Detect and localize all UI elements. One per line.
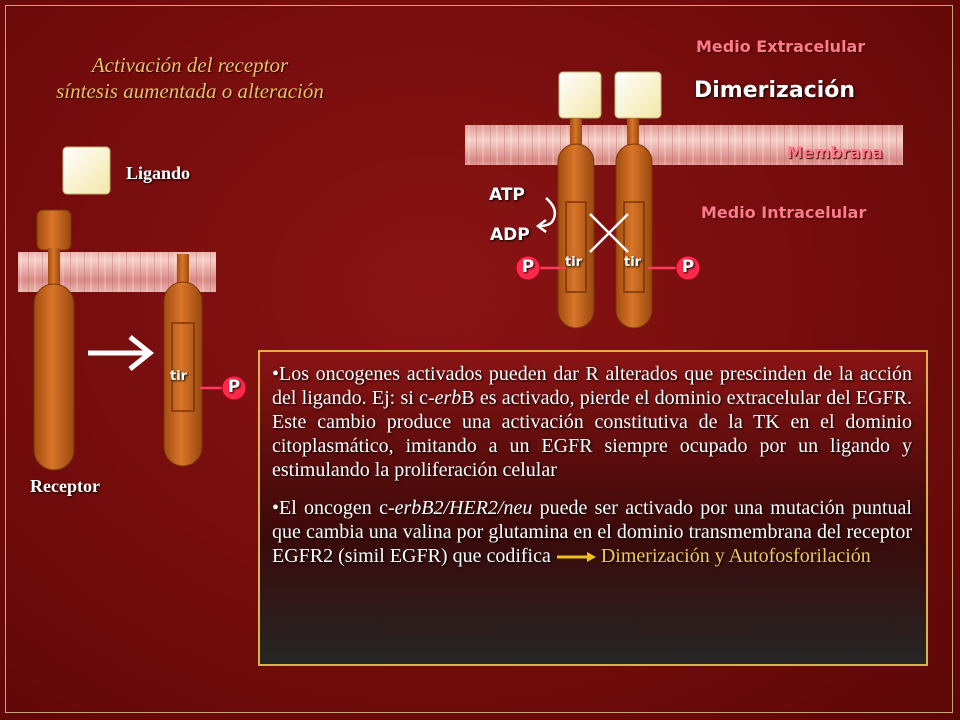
paragraph-1: •Los oncogenes activados pueden dar R alterados que prescinden de la acción del ligando. Ej: si c-erbB es activado, pierde el dominio extracelular del EGFR. Este cambio produce una activación constitutiva de la TK en el dominio citoplasmático, imitando a un EGFR siempre ocupado por un ligando y estimulando la proliferación celular — [272, 363, 913, 481]
p-label-left: P — [227, 377, 241, 397]
result-arrow-icon — [555, 551, 597, 563]
membrana-label: Membrana — [787, 143, 883, 162]
tir-label-dimer-right: tir — [624, 255, 642, 270]
p-label-dimer-right: P — [681, 257, 695, 277]
explanation-box — [258, 350, 928, 666]
medio-intracelular-label: Medio Intracelular — [701, 203, 867, 222]
atp-label: ATP — [489, 185, 525, 205]
receptor-dimer-left — [516, 72, 601, 328]
receptor-full — [34, 210, 74, 470]
atp-adp-arrow — [538, 198, 555, 232]
adp-label: ADP — [490, 225, 530, 245]
result-text: Dimerización y Autofosforilación — [600, 545, 871, 567]
receptor-label: Receptor — [30, 476, 100, 496]
dimerizacion-label: Dimerización — [694, 78, 856, 103]
medio-extracelular-label: Medio Extracelular — [696, 37, 866, 56]
receptor-dimer-right — [615, 72, 700, 328]
slide-title-line2: síntesis aumentada o alteración — [56, 79, 324, 103]
tir-label-dimer-left: tir — [565, 255, 583, 270]
ligando-label: Ligando — [126, 163, 191, 183]
paragraph-2: •El oncogen c-erbB2/HER2/neu puede ser activado por una mutación puntual que cambia una valina por glutamina en el dominio transmembrana del receptor EGFR2 (simil EGFR) que codifica Dimerización y Autofosforilación — [272, 497, 912, 567]
tir-label-left: tir — [170, 369, 188, 384]
bullet-2: • — [272, 497, 280, 519]
slide-title-line1: Activación del receptor — [91, 53, 289, 77]
transition-arrow — [88, 337, 150, 369]
bullet-1: • — [272, 363, 280, 385]
p-label-dimer-left: P — [521, 257, 535, 277]
ligand-square-left — [63, 147, 110, 194]
